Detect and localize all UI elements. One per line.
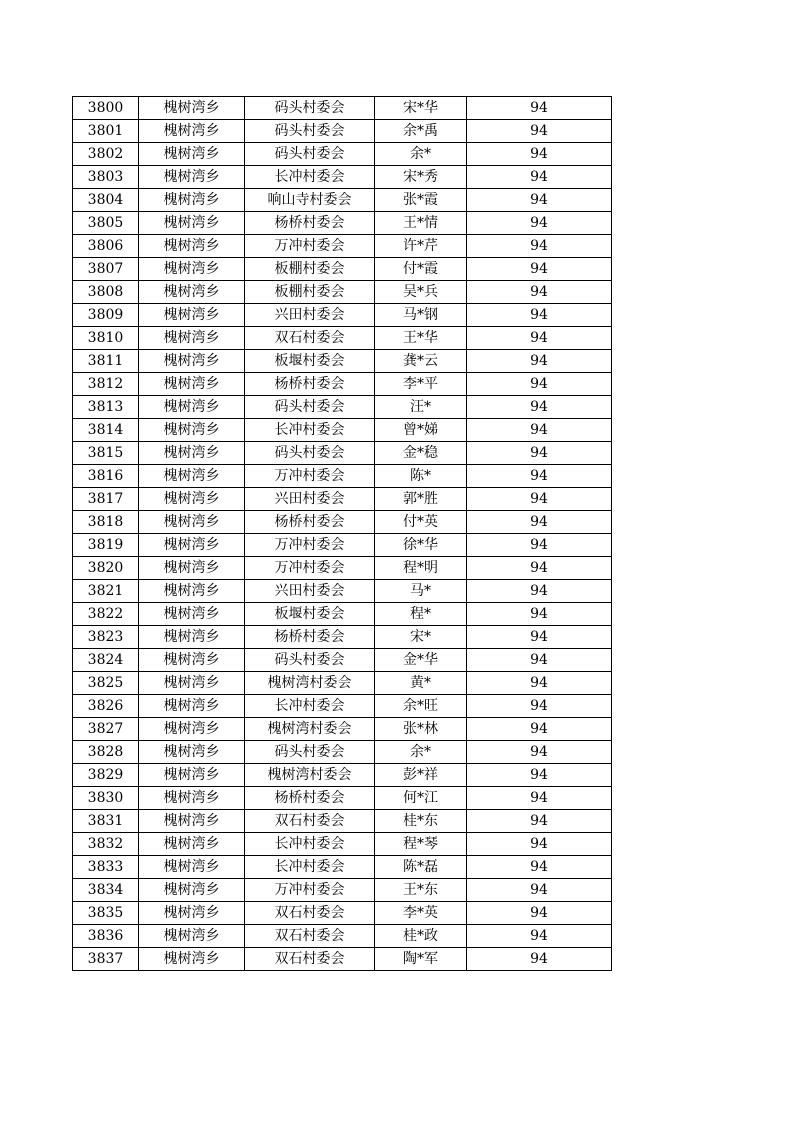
score-cell: 94 (467, 327, 612, 350)
score-cell: 94 (467, 879, 612, 902)
score-cell: 94 (467, 787, 612, 810)
serial-number-cell: 3823 (73, 626, 139, 649)
table-row (73, 419, 612, 442)
person-name-cell: 吴*兵 (375, 281, 467, 304)
score-cell: 94 (467, 143, 612, 166)
score-cell: 94 (467, 695, 612, 718)
village-committee-cell: 槐树湾村委会 (245, 672, 375, 695)
table-row (73, 120, 612, 143)
person-name-cell: 王*华 (375, 327, 467, 350)
table-row (73, 396, 612, 419)
score-cell: 94 (467, 534, 612, 557)
village-committee-cell: 板堰村委会 (245, 603, 375, 626)
village-committee-cell: 双石村委会 (245, 327, 375, 350)
township-cell: 槐树湾乡 (139, 350, 245, 373)
serial-number-cell: 3812 (73, 373, 139, 396)
village-committee-cell: 杨桥村委会 (245, 212, 375, 235)
village-committee-cell: 万冲村委会 (245, 879, 375, 902)
village-committee-cell: 万冲村委会 (245, 557, 375, 580)
table-row (73, 327, 612, 350)
score-cell: 94 (467, 419, 612, 442)
table-row (73, 580, 612, 603)
township-cell: 槐树湾乡 (139, 741, 245, 764)
table-row (73, 189, 612, 212)
score-cell: 94 (467, 212, 612, 235)
table-row (73, 166, 612, 189)
person-name-cell: 曾*娣 (375, 419, 467, 442)
person-name-cell: 余*禹 (375, 120, 467, 143)
score-cell: 94 (467, 235, 612, 258)
person-name-cell: 余* (375, 143, 467, 166)
township-cell: 槐树湾乡 (139, 419, 245, 442)
person-name-cell: 余*旺 (375, 695, 467, 718)
score-cell: 94 (467, 488, 612, 511)
village-committee-cell: 杨桥村委会 (245, 511, 375, 534)
village-committee-cell: 板棚村委会 (245, 281, 375, 304)
person-name-cell: 王*东 (375, 879, 467, 902)
village-committee-cell: 兴田村委会 (245, 304, 375, 327)
score-cell: 94 (467, 396, 612, 419)
score-cell: 94 (467, 764, 612, 787)
person-name-cell: 徐*华 (375, 534, 467, 557)
village-committee-cell: 长冲村委会 (245, 419, 375, 442)
score-cell: 94 (467, 304, 612, 327)
serial-number-cell: 3813 (73, 396, 139, 419)
table-row (73, 787, 612, 810)
village-committee-cell: 万冲村委会 (245, 235, 375, 258)
serial-number-cell: 3810 (73, 327, 139, 350)
township-cell: 槐树湾乡 (139, 856, 245, 879)
score-cell: 94 (467, 373, 612, 396)
score-cell: 94 (467, 557, 612, 580)
township-cell: 槐树湾乡 (139, 879, 245, 902)
person-name-cell: 程*琴 (375, 833, 467, 856)
person-name-cell: 许*芹 (375, 235, 467, 258)
village-committee-cell: 长冲村委会 (245, 833, 375, 856)
township-cell: 槐树湾乡 (139, 281, 245, 304)
person-name-cell: 程* (375, 603, 467, 626)
person-name-cell: 桂*政 (375, 925, 467, 948)
score-cell: 94 (467, 120, 612, 143)
table-row (73, 672, 612, 695)
table-row (73, 833, 612, 856)
table-row (73, 626, 612, 649)
table-row (73, 948, 612, 971)
table-row (73, 511, 612, 534)
township-cell: 槐树湾乡 (139, 925, 245, 948)
village-committee-cell: 双石村委会 (245, 810, 375, 833)
person-name-cell: 王*情 (375, 212, 467, 235)
township-cell: 槐树湾乡 (139, 626, 245, 649)
township-cell: 槐树湾乡 (139, 695, 245, 718)
serial-number-cell: 3834 (73, 879, 139, 902)
township-cell: 槐树湾乡 (139, 902, 245, 925)
serial-number-cell: 3814 (73, 419, 139, 442)
person-name-cell: 黄* (375, 672, 467, 695)
serial-number-cell: 3818 (73, 511, 139, 534)
township-cell: 槐树湾乡 (139, 580, 245, 603)
score-cell: 94 (467, 442, 612, 465)
township-cell: 槐树湾乡 (139, 672, 245, 695)
score-cell: 94 (467, 948, 612, 971)
table-row (73, 764, 612, 787)
serial-number-cell: 3826 (73, 695, 139, 718)
table-body (73, 97, 612, 971)
township-cell: 槐树湾乡 (139, 373, 245, 396)
serial-number-cell: 3828 (73, 741, 139, 764)
village-committee-cell: 兴田村委会 (245, 580, 375, 603)
score-cell: 94 (467, 626, 612, 649)
village-committee-cell: 杨桥村委会 (245, 787, 375, 810)
person-name-cell: 金*华 (375, 649, 467, 672)
serial-number-cell: 3821 (73, 580, 139, 603)
score-cell: 94 (467, 511, 612, 534)
score-cell: 94 (467, 925, 612, 948)
table-row (73, 902, 612, 925)
township-cell: 槐树湾乡 (139, 327, 245, 350)
village-committee-cell: 杨桥村委会 (245, 373, 375, 396)
serial-number-cell: 3833 (73, 856, 139, 879)
table-row (73, 603, 612, 626)
township-cell: 槐树湾乡 (139, 396, 245, 419)
township-cell: 槐树湾乡 (139, 465, 245, 488)
serial-number-cell: 3806 (73, 235, 139, 258)
village-committee-cell: 万冲村委会 (245, 465, 375, 488)
serial-number-cell: 3820 (73, 557, 139, 580)
serial-number-cell: 3837 (73, 948, 139, 971)
village-committee-cell: 码头村委会 (245, 143, 375, 166)
village-committee-cell: 槐树湾村委会 (245, 764, 375, 787)
person-name-cell: 汪* (375, 396, 467, 419)
serial-number-cell: 3832 (73, 833, 139, 856)
township-cell: 槐树湾乡 (139, 557, 245, 580)
score-cell: 94 (467, 718, 612, 741)
table-row (73, 212, 612, 235)
table-row (73, 557, 612, 580)
serial-number-cell: 3824 (73, 649, 139, 672)
person-name-cell: 陶*军 (375, 948, 467, 971)
township-cell: 槐树湾乡 (139, 718, 245, 741)
table-row (73, 350, 612, 373)
person-name-cell: 金*稳 (375, 442, 467, 465)
serial-number-cell: 3835 (73, 902, 139, 925)
serial-number-cell: 3817 (73, 488, 139, 511)
serial-number-cell: 3811 (73, 350, 139, 373)
table-row (73, 442, 612, 465)
person-name-cell: 张*林 (375, 718, 467, 741)
table-row (73, 718, 612, 741)
score-cell: 94 (467, 741, 612, 764)
village-committee-cell: 双石村委会 (245, 948, 375, 971)
township-cell: 槐树湾乡 (139, 511, 245, 534)
township-cell: 槐树湾乡 (139, 534, 245, 557)
serial-number-cell: 3815 (73, 442, 139, 465)
score-cell: 94 (467, 350, 612, 373)
serial-number-cell: 3809 (73, 304, 139, 327)
person-name-cell: 付*霞 (375, 258, 467, 281)
township-cell: 槐树湾乡 (139, 120, 245, 143)
score-cell: 94 (467, 97, 612, 120)
township-cell: 槐树湾乡 (139, 143, 245, 166)
serial-number-cell: 3829 (73, 764, 139, 787)
village-committee-cell: 双石村委会 (245, 925, 375, 948)
township-cell: 槐树湾乡 (139, 258, 245, 281)
township-cell: 槐树湾乡 (139, 235, 245, 258)
village-committee-cell: 双石村委会 (245, 902, 375, 925)
serial-number-cell: 3801 (73, 120, 139, 143)
person-name-cell: 李*平 (375, 373, 467, 396)
serial-number-cell: 3802 (73, 143, 139, 166)
township-cell: 槐树湾乡 (139, 488, 245, 511)
table-row (73, 97, 612, 120)
person-name-cell: 余* (375, 741, 467, 764)
score-cell: 94 (467, 465, 612, 488)
person-name-cell: 陈*磊 (375, 856, 467, 879)
person-name-cell: 郭*胜 (375, 488, 467, 511)
person-name-cell: 彭*祥 (375, 764, 467, 787)
serial-number-cell: 3800 (73, 97, 139, 120)
data-table (72, 96, 612, 971)
township-cell: 槐树湾乡 (139, 212, 245, 235)
score-cell: 94 (467, 166, 612, 189)
serial-number-cell: 3825 (73, 672, 139, 695)
township-cell: 槐树湾乡 (139, 649, 245, 672)
table-row (73, 810, 612, 833)
table-row (73, 741, 612, 764)
person-name-cell: 桂*东 (375, 810, 467, 833)
village-committee-cell: 码头村委会 (245, 396, 375, 419)
person-name-cell: 马*钢 (375, 304, 467, 327)
serial-number-cell: 3831 (73, 810, 139, 833)
village-committee-cell: 长冲村委会 (245, 695, 375, 718)
village-committee-cell: 码头村委会 (245, 120, 375, 143)
village-committee-cell: 码头村委会 (245, 442, 375, 465)
table-row (73, 281, 612, 304)
township-cell: 槐树湾乡 (139, 97, 245, 120)
table-row (73, 235, 612, 258)
table-row (73, 695, 612, 718)
table-row (73, 143, 612, 166)
serial-number-cell: 3816 (73, 465, 139, 488)
table-row (73, 258, 612, 281)
person-name-cell: 龚*云 (375, 350, 467, 373)
serial-number-cell: 3804 (73, 189, 139, 212)
township-cell: 槐树湾乡 (139, 304, 245, 327)
village-committee-cell: 槐树湾村委会 (245, 718, 375, 741)
township-cell: 槐树湾乡 (139, 189, 245, 212)
table-row (73, 879, 612, 902)
person-name-cell: 李*英 (375, 902, 467, 925)
serial-number-cell: 3827 (73, 718, 139, 741)
table-row (73, 465, 612, 488)
village-committee-cell: 板棚村委会 (245, 258, 375, 281)
score-cell: 94 (467, 603, 612, 626)
score-cell: 94 (467, 833, 612, 856)
score-cell: 94 (467, 856, 612, 879)
person-name-cell: 马* (375, 580, 467, 603)
person-name-cell: 宋*华 (375, 97, 467, 120)
score-cell: 94 (467, 189, 612, 212)
township-cell: 槐树湾乡 (139, 833, 245, 856)
person-name-cell: 张*霞 (375, 189, 467, 212)
serial-number-cell: 3836 (73, 925, 139, 948)
person-name-cell: 宋* (375, 626, 467, 649)
serial-number-cell: 3808 (73, 281, 139, 304)
score-cell: 94 (467, 580, 612, 603)
village-committee-cell: 长冲村委会 (245, 166, 375, 189)
township-cell: 槐树湾乡 (139, 764, 245, 787)
serial-number-cell: 3803 (73, 166, 139, 189)
township-cell: 槐树湾乡 (139, 948, 245, 971)
village-committee-cell: 响山寺村委会 (245, 189, 375, 212)
village-committee-cell: 杨桥村委会 (245, 626, 375, 649)
table-row (73, 856, 612, 879)
person-name-cell: 程*明 (375, 557, 467, 580)
village-committee-cell: 兴田村委会 (245, 488, 375, 511)
serial-number-cell: 3805 (73, 212, 139, 235)
score-cell: 94 (467, 902, 612, 925)
serial-number-cell: 3807 (73, 258, 139, 281)
township-cell: 槐树湾乡 (139, 810, 245, 833)
township-cell: 槐树湾乡 (139, 603, 245, 626)
township-cell: 槐树湾乡 (139, 787, 245, 810)
village-committee-cell: 码头村委会 (245, 97, 375, 120)
table-row (73, 488, 612, 511)
table-row (73, 925, 612, 948)
township-cell: 槐树湾乡 (139, 166, 245, 189)
person-name-cell: 宋*秀 (375, 166, 467, 189)
score-cell: 94 (467, 810, 612, 833)
township-cell: 槐树湾乡 (139, 442, 245, 465)
village-committee-cell: 板堰村委会 (245, 350, 375, 373)
score-cell: 94 (467, 649, 612, 672)
table-row (73, 534, 612, 557)
score-cell: 94 (467, 258, 612, 281)
village-committee-cell: 长冲村委会 (245, 856, 375, 879)
person-name-cell: 何*江 (375, 787, 467, 810)
person-name-cell: 付*英 (375, 511, 467, 534)
serial-number-cell: 3819 (73, 534, 139, 557)
score-cell: 94 (467, 672, 612, 695)
serial-number-cell: 3830 (73, 787, 139, 810)
table-row (73, 649, 612, 672)
village-committee-cell: 码头村委会 (245, 649, 375, 672)
table-row (73, 304, 612, 327)
score-cell: 94 (467, 281, 612, 304)
person-name-cell: 陈* (375, 465, 467, 488)
village-committee-cell: 码头村委会 (245, 741, 375, 764)
serial-number-cell: 3822 (73, 603, 139, 626)
village-committee-cell: 万冲村委会 (245, 534, 375, 557)
table-row (73, 373, 612, 396)
